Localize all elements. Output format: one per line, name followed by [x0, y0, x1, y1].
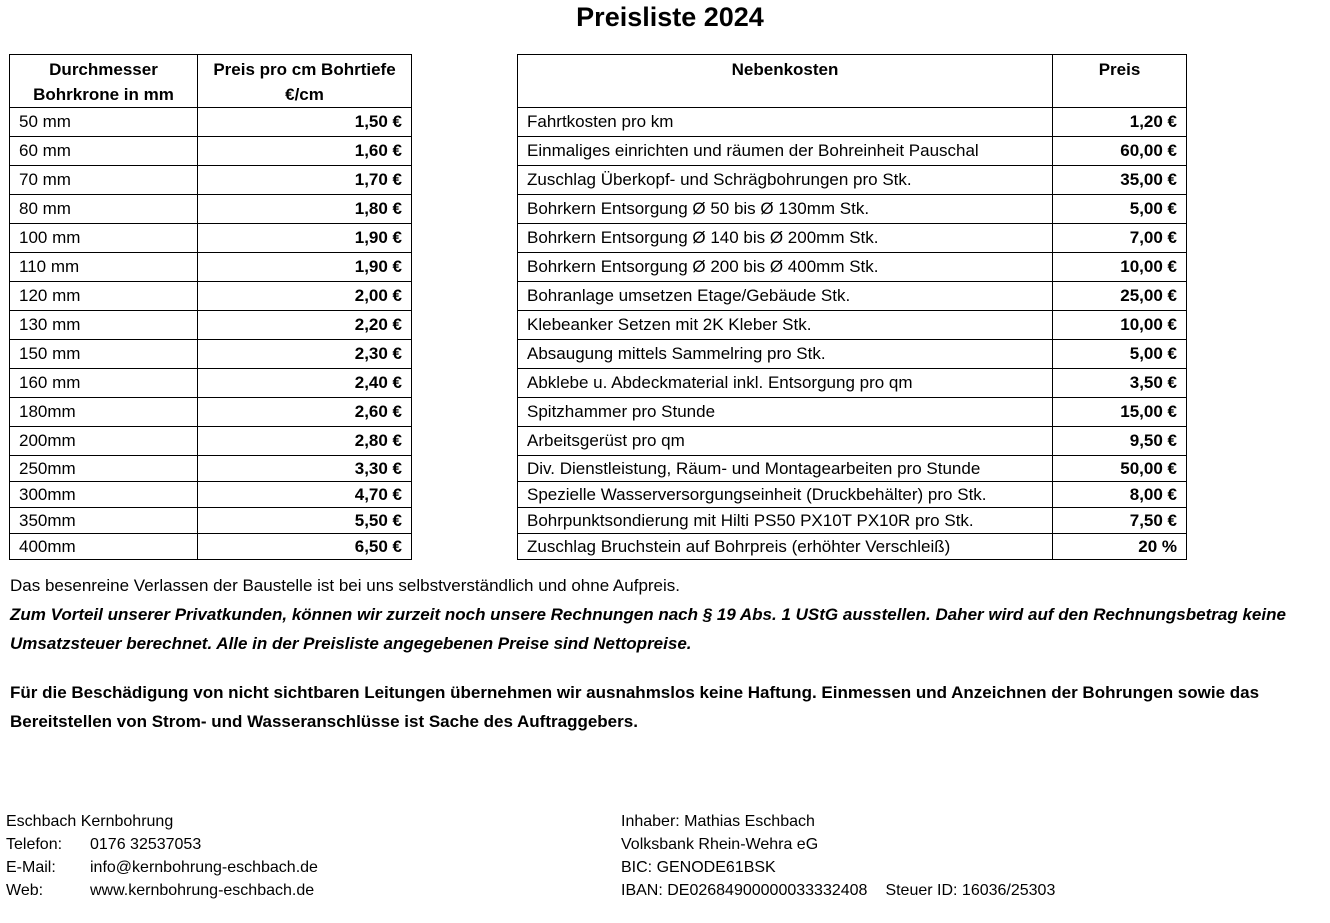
extra-row [518, 224, 1187, 253]
extra-cost-price-cell: 5,00 € [1053, 195, 1187, 224]
drill-price-table [9, 54, 412, 560]
extra-cost-item-cell: Arbeitsgerüst pro qm [518, 427, 1053, 456]
price-header-line2: €/cm [285, 85, 324, 104]
phone-label: Telefon: [6, 836, 63, 853]
extra-price-header: Preis [1053, 55, 1187, 108]
extra-cost-item-cell: Klebeanker Setzen mit 2K Kleber Stk. [518, 311, 1053, 340]
drill-row [10, 224, 412, 253]
price-per-cm-header [198, 55, 412, 108]
price-per-cm-cell: 2,40 € [198, 369, 412, 398]
diameter-cell: 180mm [10, 398, 198, 427]
phone-value[interactable]: 0176 32537053 [90, 836, 202, 853]
clean-site-note: Das besenreine Verlassen der Baustelle ist bei uns selbstverständlich und ohne Aufpreis. [10, 576, 681, 595]
extra-cost-price-cell: 3,50 € [1053, 369, 1187, 398]
extra-row [518, 427, 1187, 456]
extra-cost-item-cell: Fahrtkosten pro km [518, 108, 1053, 137]
drill-row [10, 398, 412, 427]
diameter-cell: 100 mm [10, 224, 198, 253]
extra-cost-item-cell: Bohrkern Entsorgung Ø 140 bis Ø 200mm Stk. [518, 224, 1053, 253]
web-label: Web: [6, 882, 44, 899]
liability-note: Für die Beschädigung von nicht sichtbaren Leitungen übernehmen wir ausnahmslos keine Haftung. Einmessen und Anzeichnen der Bohrungen sowie das Bereitstellen von Strom- und Wasseranschlüsse ist Sache des Auftraggebers. [10, 683, 1260, 731]
diameter-cell: 80 mm [10, 195, 198, 224]
extra-cost-price-cell: 35,00 € [1053, 166, 1187, 195]
company-name: Eschbach Kernbohrung [6, 813, 174, 830]
price-per-cm-cell: 1,60 € [198, 137, 412, 166]
diameter-header-line2: Bohrkrone in mm [33, 85, 174, 104]
price-per-cm-cell: 3,30 € [198, 456, 412, 482]
diameter-cell: 110 mm [10, 253, 198, 282]
email-value[interactable]: info@kernbohrung-eschbach.de [90, 859, 318, 876]
owner: Inhaber: Mathias Eschbach [621, 813, 815, 830]
bank-name: Volksbank Rhein-Wehra eG [621, 836, 819, 853]
drill-table-header-row [10, 55, 412, 108]
extra-cost-price-cell: 20 % [1053, 534, 1187, 560]
diameter-header-line1: Durchmesser [49, 60, 158, 79]
extra-cost-price-cell: 5,00 € [1053, 340, 1187, 369]
diameter-cell: 200mm [10, 427, 198, 456]
drill-row [10, 282, 412, 311]
extra-cost-price-cell: 50,00 € [1053, 456, 1187, 482]
drill-row [10, 482, 412, 508]
extra-row [518, 482, 1187, 508]
extra-row [518, 195, 1187, 224]
drill-row [10, 508, 412, 534]
extra-cost-item-cell: Div. Dienstleistung, Räum- und Montagearbeiten pro Stunde [518, 456, 1053, 482]
drill-row [10, 534, 412, 560]
price-per-cm-cell: 5,50 € [198, 508, 412, 534]
diameter-cell: 50 mm [10, 108, 198, 137]
extra-costs-header: Nebenkosten [518, 55, 1053, 108]
price-per-cm-cell: 1,90 € [198, 253, 412, 282]
tax-id: Steuer ID: 16036/25303 [885, 882, 1056, 899]
drill-row [10, 427, 412, 456]
diameter-header [10, 55, 198, 108]
price-per-cm-cell: 2,20 € [198, 311, 412, 340]
extra-row [518, 508, 1187, 534]
drill-row [10, 108, 412, 137]
page-title: Preisliste 2024 [576, 2, 764, 32]
extra-table-header-row [518, 55, 1187, 108]
extra-cost-price-cell: 9,50 € [1053, 427, 1187, 456]
drill-row [10, 311, 412, 340]
diameter-cell: 70 mm [10, 166, 198, 195]
price-per-cm-cell: 1,70 € [198, 166, 412, 195]
extra-cost-item-cell: Einmaliges einrichten und räumen der Bohreinheit Pauschal [518, 137, 1053, 166]
price-per-cm-cell: 6,50 € [198, 534, 412, 560]
extra-cost-price-cell: 10,00 € [1053, 253, 1187, 282]
extra-cost-price-cell: 10,00 € [1053, 311, 1187, 340]
footer-contact [6, 810, 318, 902]
email-row [6, 856, 318, 879]
footer-bank [621, 810, 1055, 902]
diameter-cell: 350mm [10, 508, 198, 534]
extra-cost-item-cell: Abklebe u. Abdeckmaterial inkl. Entsorgung pro qm [518, 369, 1053, 398]
web-row [6, 879, 318, 902]
drill-row [10, 137, 412, 166]
iban-row [621, 879, 1055, 902]
phone-row [6, 833, 318, 856]
diameter-cell: 130 mm [10, 311, 198, 340]
extra-cost-item-cell: Bohranlage umsetzen Etage/Gebäude Stk. [518, 282, 1053, 311]
extra-row [518, 253, 1187, 282]
extra-cost-item-cell: Spezielle Wasserversorgungseinheit (Druckbehälter) pro Stk. [518, 482, 1053, 508]
extra-row [518, 398, 1187, 427]
extra-row [518, 282, 1187, 311]
price-per-cm-cell: 1,80 € [198, 195, 412, 224]
extra-row [518, 137, 1187, 166]
diameter-cell: 400mm [10, 534, 198, 560]
extra-cost-item-cell: Bohrpunktsondierung mit Hilti PS50 PX10T PX10R pro Stk. [518, 508, 1053, 534]
drill-row [10, 456, 412, 482]
notes-section [10, 571, 1328, 736]
extra-cost-item-cell: Spitzhammer pro Stunde [518, 398, 1053, 427]
price-per-cm-cell: 1,50 € [198, 108, 412, 137]
extra-row [518, 108, 1187, 137]
drill-row [10, 253, 412, 282]
diameter-cell: 250mm [10, 456, 198, 482]
extra-row [518, 166, 1187, 195]
bic: BIC: GENODE61BSK [621, 859, 776, 876]
extra-cost-price-cell: 60,00 € [1053, 137, 1187, 166]
diameter-cell: 60 mm [10, 137, 198, 166]
extra-row [518, 456, 1187, 482]
extra-row [518, 340, 1187, 369]
drill-row [10, 166, 412, 195]
email-label: E-Mail: [6, 859, 56, 876]
price-per-cm-cell: 2,30 € [198, 340, 412, 369]
extra-cost-item-cell: Absaugung mittels Sammelring pro Stk. [518, 340, 1053, 369]
extra-cost-item-cell: Zuschlag Bruchstein auf Bohrpreis (erhöhter Verschleiß) [518, 534, 1053, 560]
extra-row [518, 311, 1187, 340]
extra-cost-price-cell: 8,00 € [1053, 482, 1187, 508]
diameter-cell: 300mm [10, 482, 198, 508]
extra-row [518, 369, 1187, 398]
diameter-cell: 160 mm [10, 369, 198, 398]
extra-costs-table [517, 54, 1187, 560]
extra-cost-item-cell: Bohrkern Entsorgung Ø 200 bis Ø 400mm Stk. [518, 253, 1053, 282]
extra-cost-price-cell: 7,50 € [1053, 508, 1187, 534]
drill-row [10, 340, 412, 369]
web-value[interactable]: www.kernbohrung-eschbach.de [90, 882, 315, 899]
price-per-cm-cell: 1,90 € [198, 224, 412, 253]
tax-note: Zum Vorteil unserer Privatkunden, können wir zurzeit noch unsere Rechnungen nach § 19 Abs. 1 UStG ausstellen. Daher wird auf den Rechnungsbetrag keine Umsatzsteuer berechnet. Alle in der Preisliste angegebenen Preise sind Nettopreise. [10, 605, 1286, 653]
extra-cost-price-cell: 25,00 € [1053, 282, 1187, 311]
extra-cost-item-cell: Zuschlag Überkopf- und Schrägbohrungen pro Stk. [518, 166, 1053, 195]
price-header-line1: Preis pro cm Bohrtiefe [213, 60, 396, 79]
diameter-cell: 150 mm [10, 340, 198, 369]
extra-row [518, 534, 1187, 560]
price-per-cm-cell: 4,70 € [198, 482, 412, 508]
extra-cost-price-cell: 7,00 € [1053, 224, 1187, 253]
price-per-cm-cell: 2,80 € [198, 427, 412, 456]
drill-row [10, 369, 412, 398]
iban: IBAN: DE02684900000033332408 [621, 882, 868, 899]
diameter-cell: 120 mm [10, 282, 198, 311]
drill-row [10, 195, 412, 224]
extra-cost-price-cell: 1,20 € [1053, 108, 1187, 137]
extra-cost-item-cell: Bohrkern Entsorgung Ø 50 bis Ø 130mm Stk. [518, 195, 1053, 224]
price-per-cm-cell: 2,60 € [198, 398, 412, 427]
extra-cost-price-cell: 15,00 € [1053, 398, 1187, 427]
price-per-cm-cell: 2,00 € [198, 282, 412, 311]
